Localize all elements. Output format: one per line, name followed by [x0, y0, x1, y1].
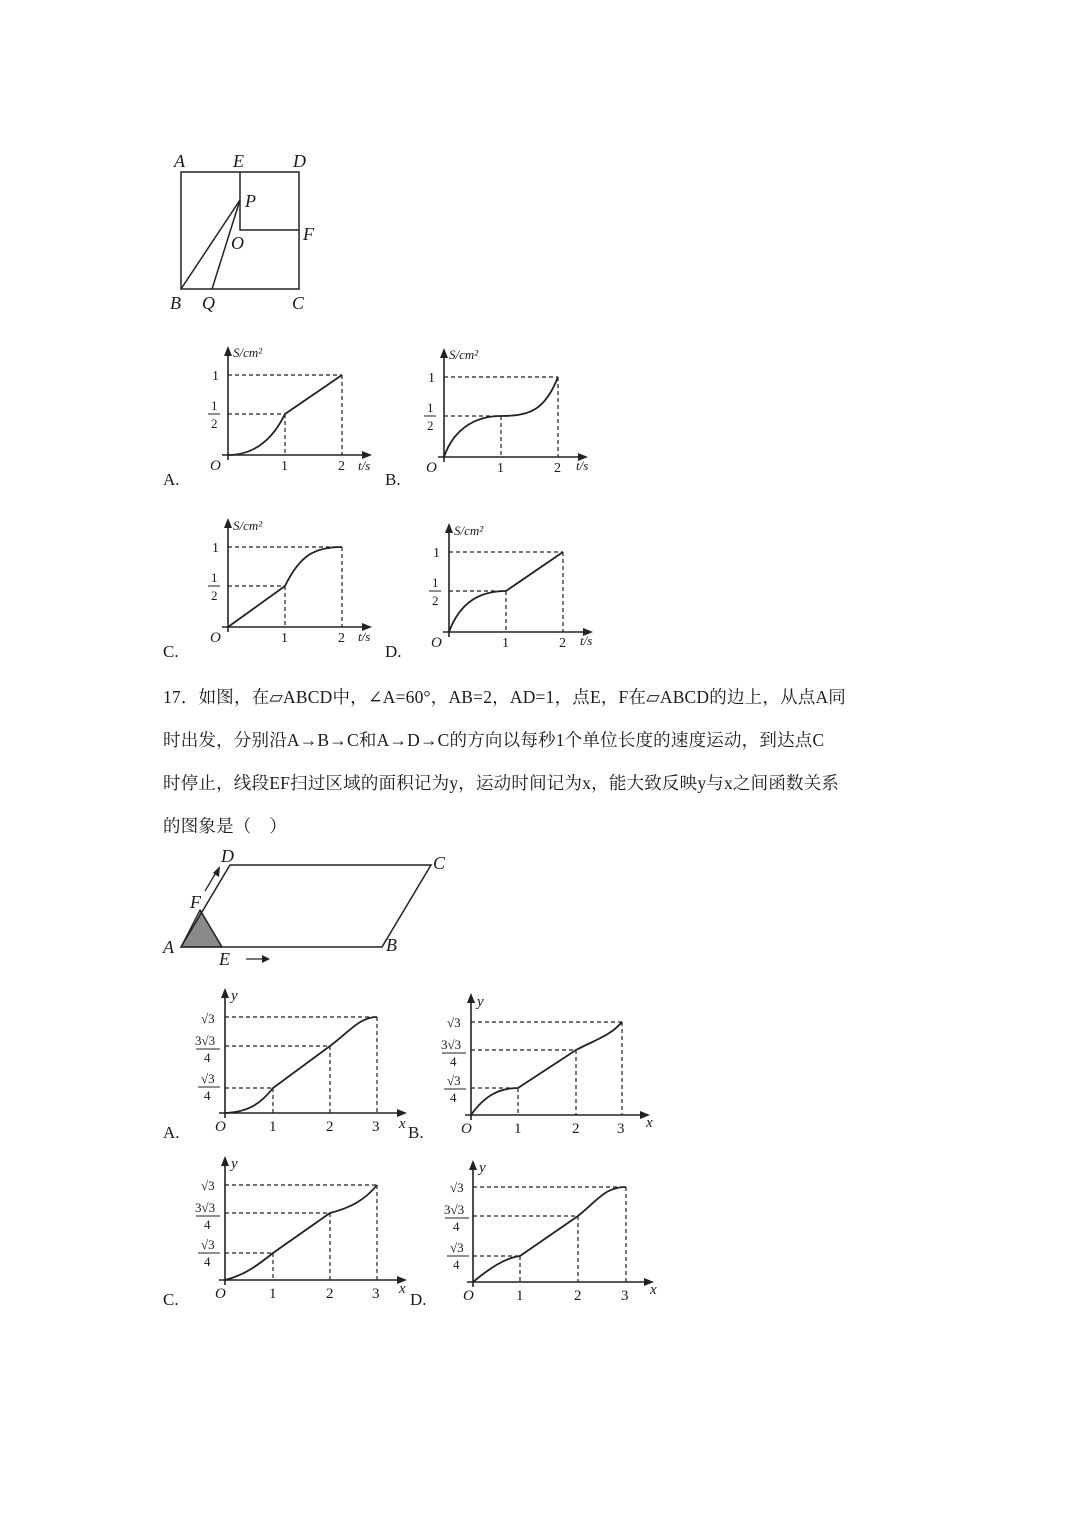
x-tick-2: 2 [338, 631, 345, 646]
y-axis-label: S/cm² [233, 345, 263, 360]
y-tick-one: 1 [212, 541, 219, 556]
x-tick-3: 3 [621, 1288, 629, 1304]
y-axis-label: y [231, 1156, 238, 1172]
q17-graph-b [432, 990, 662, 1140]
x-tick-2: 2 [338, 459, 345, 474]
y-tick-three-root3-num: 3√3 [441, 1037, 462, 1052]
y-tick-root3: √3 [201, 1011, 215, 1026]
point-a-label: A [163, 937, 174, 957]
origin-label: O [461, 1121, 472, 1137]
y-tick-den: 4 [450, 1054, 457, 1069]
q16-option-d[interactable]: D. [385, 642, 402, 661]
point-d-label: D [221, 846, 234, 866]
q17-graph-a [190, 983, 420, 1143]
y-tick-half-num: 1 [211, 398, 218, 413]
q16-graph-c [190, 513, 390, 658]
q17-parallelogram-figure [158, 840, 458, 970]
y-tick-root3-num: √3 [447, 1073, 461, 1088]
y-tick-one: 1 [433, 546, 440, 561]
x-tick-3: 3 [617, 1121, 625, 1137]
q17-graph-d [432, 1155, 662, 1310]
x-axis-label: x [399, 1281, 406, 1297]
y-tick-root3: √3 [447, 1015, 461, 1030]
x-axis-label: t/s [358, 629, 371, 644]
y-axis-label: S/cm² [449, 347, 479, 362]
q17-line-4: 的图象是（ ） [163, 816, 287, 836]
y-tick-root3-num: √3 [201, 1071, 215, 1086]
origin-label: O [463, 1288, 474, 1304]
x-axis-label: t/s [576, 458, 589, 473]
point-q-label: Q [202, 293, 215, 313]
q17-option-c[interactable]: C. [163, 1290, 179, 1309]
q17-option-a[interactable]: A. [163, 1123, 180, 1142]
y-tick-half-den: 2 [432, 593, 439, 608]
y-tick-half-num: 1 [432, 575, 439, 590]
x-tick-3: 3 [372, 1286, 380, 1302]
origin-label: O [215, 1119, 226, 1135]
y-tick-half-num: 1 [211, 570, 218, 585]
y-tick-den: 4 [204, 1217, 211, 1232]
y-tick-half-num: 1 [427, 400, 434, 415]
origin-label: O [426, 460, 437, 476]
x-tick-1: 1 [281, 631, 288, 646]
x-axis-label: t/s [580, 633, 593, 648]
q17-graph-c [190, 1152, 420, 1307]
q17-line-3: 时停止，线段EF扫过区域的面积记为y，运动时间记为x，能大致反映y与x之间函数关系 [163, 773, 840, 793]
y-axis-label: y [231, 988, 238, 1004]
point-b-label: B [170, 293, 181, 313]
q16-graph-a [190, 340, 390, 485]
x-tick-2: 2 [574, 1288, 582, 1304]
q17-option-d[interactable]: D. [410, 1290, 427, 1309]
graph-b-curve [471, 1022, 622, 1115]
q17-line-1: 17．如图，在▱ABCD中，∠A=60°，AB=2，AD=1，点E，F在▱ABCD的边上，从点A同 [163, 687, 847, 707]
origin-label: O [215, 1286, 226, 1302]
x-axis-label: x [399, 1116, 406, 1132]
y-tick-den: 4 [204, 1254, 211, 1269]
y-axis-label: S/cm² [454, 523, 484, 538]
y-tick-half-den: 2 [211, 588, 218, 603]
x-tick-2: 2 [326, 1286, 334, 1302]
x-tick-2: 2 [572, 1121, 580, 1137]
x-axis-label: x [650, 1282, 657, 1298]
y-tick-root3-num: √3 [201, 1237, 215, 1252]
q16-option-b[interactable]: B. [385, 470, 401, 489]
q16-graph-b [408, 340, 608, 485]
q17-line-2: 时出发，分别沿A→B→C和A→D→C的方向以每秒1个单位长度的速度运动，到达点C [163, 730, 825, 750]
point-f-label: F [190, 892, 201, 912]
x-tick-2: 2 [554, 461, 561, 476]
y-tick-one: 1 [212, 369, 219, 384]
y-tick-half-den: 2 [211, 416, 218, 431]
x-tick-2: 2 [559, 636, 566, 651]
point-b-label: B [386, 935, 397, 955]
y-tick-den: 4 [204, 1050, 211, 1065]
origin-label: O [210, 458, 221, 474]
x-tick-2: 2 [326, 1119, 334, 1135]
y-tick-three-root3-num: 3√3 [195, 1200, 216, 1215]
y-tick-den: 4 [453, 1257, 460, 1272]
q17-problem-text [163, 676, 923, 848]
point-e-label: E [233, 151, 244, 171]
graph-c-curve [225, 1185, 377, 1280]
y-axis-label: y [477, 994, 484, 1010]
x-axis-label: x [646, 1115, 653, 1131]
q16-graph-d [408, 515, 608, 660]
swept-region [181, 910, 222, 947]
origin-label: O [431, 635, 442, 651]
graph-a-curve [225, 1017, 377, 1113]
q17-option-b[interactable]: B. [408, 1123, 424, 1142]
y-tick-den: 4 [450, 1090, 457, 1105]
y-tick-half-den: 2 [427, 418, 434, 433]
point-c-label: C [292, 293, 305, 313]
point-e-label: E [219, 949, 230, 969]
q16-square-figure [160, 148, 330, 318]
y-tick-den: 4 [453, 1219, 460, 1234]
point-a-label: A [174, 151, 185, 171]
x-tick-1: 1 [502, 636, 509, 651]
y-tick-three-root3-num: 3√3 [195, 1033, 216, 1048]
y-tick-den: 4 [204, 1088, 211, 1103]
x-tick-1: 1 [269, 1286, 277, 1302]
q16-option-c[interactable]: C. [163, 642, 179, 661]
x-tick-1: 1 [514, 1121, 522, 1137]
point-f-label: F [303, 224, 314, 244]
point-c-label: C [433, 853, 446, 873]
y-axis-label: y [479, 1160, 486, 1176]
x-tick-3: 3 [372, 1119, 380, 1135]
y-tick-one: 1 [428, 371, 435, 386]
graph-d-curve [473, 1187, 626, 1282]
x-tick-1: 1 [516, 1288, 524, 1304]
x-tick-1: 1 [497, 461, 504, 476]
y-tick-root3-num: √3 [450, 1240, 464, 1255]
x-axis-label: t/s [358, 458, 371, 473]
y-axis-label: S/cm² [233, 518, 263, 533]
origin-label: O [210, 630, 221, 646]
point-d-label: D [293, 151, 306, 171]
point-p-label: P [245, 191, 256, 211]
q16-option-a[interactable]: A. [163, 470, 180, 489]
y-tick-root3: √3 [201, 1178, 215, 1193]
x-tick-1: 1 [269, 1119, 277, 1135]
y-tick-three-root3-num: 3√3 [444, 1202, 465, 1217]
y-tick-root3: √3 [450, 1180, 464, 1195]
x-tick-1: 1 [281, 459, 288, 474]
point-o-label: O [231, 233, 244, 253]
